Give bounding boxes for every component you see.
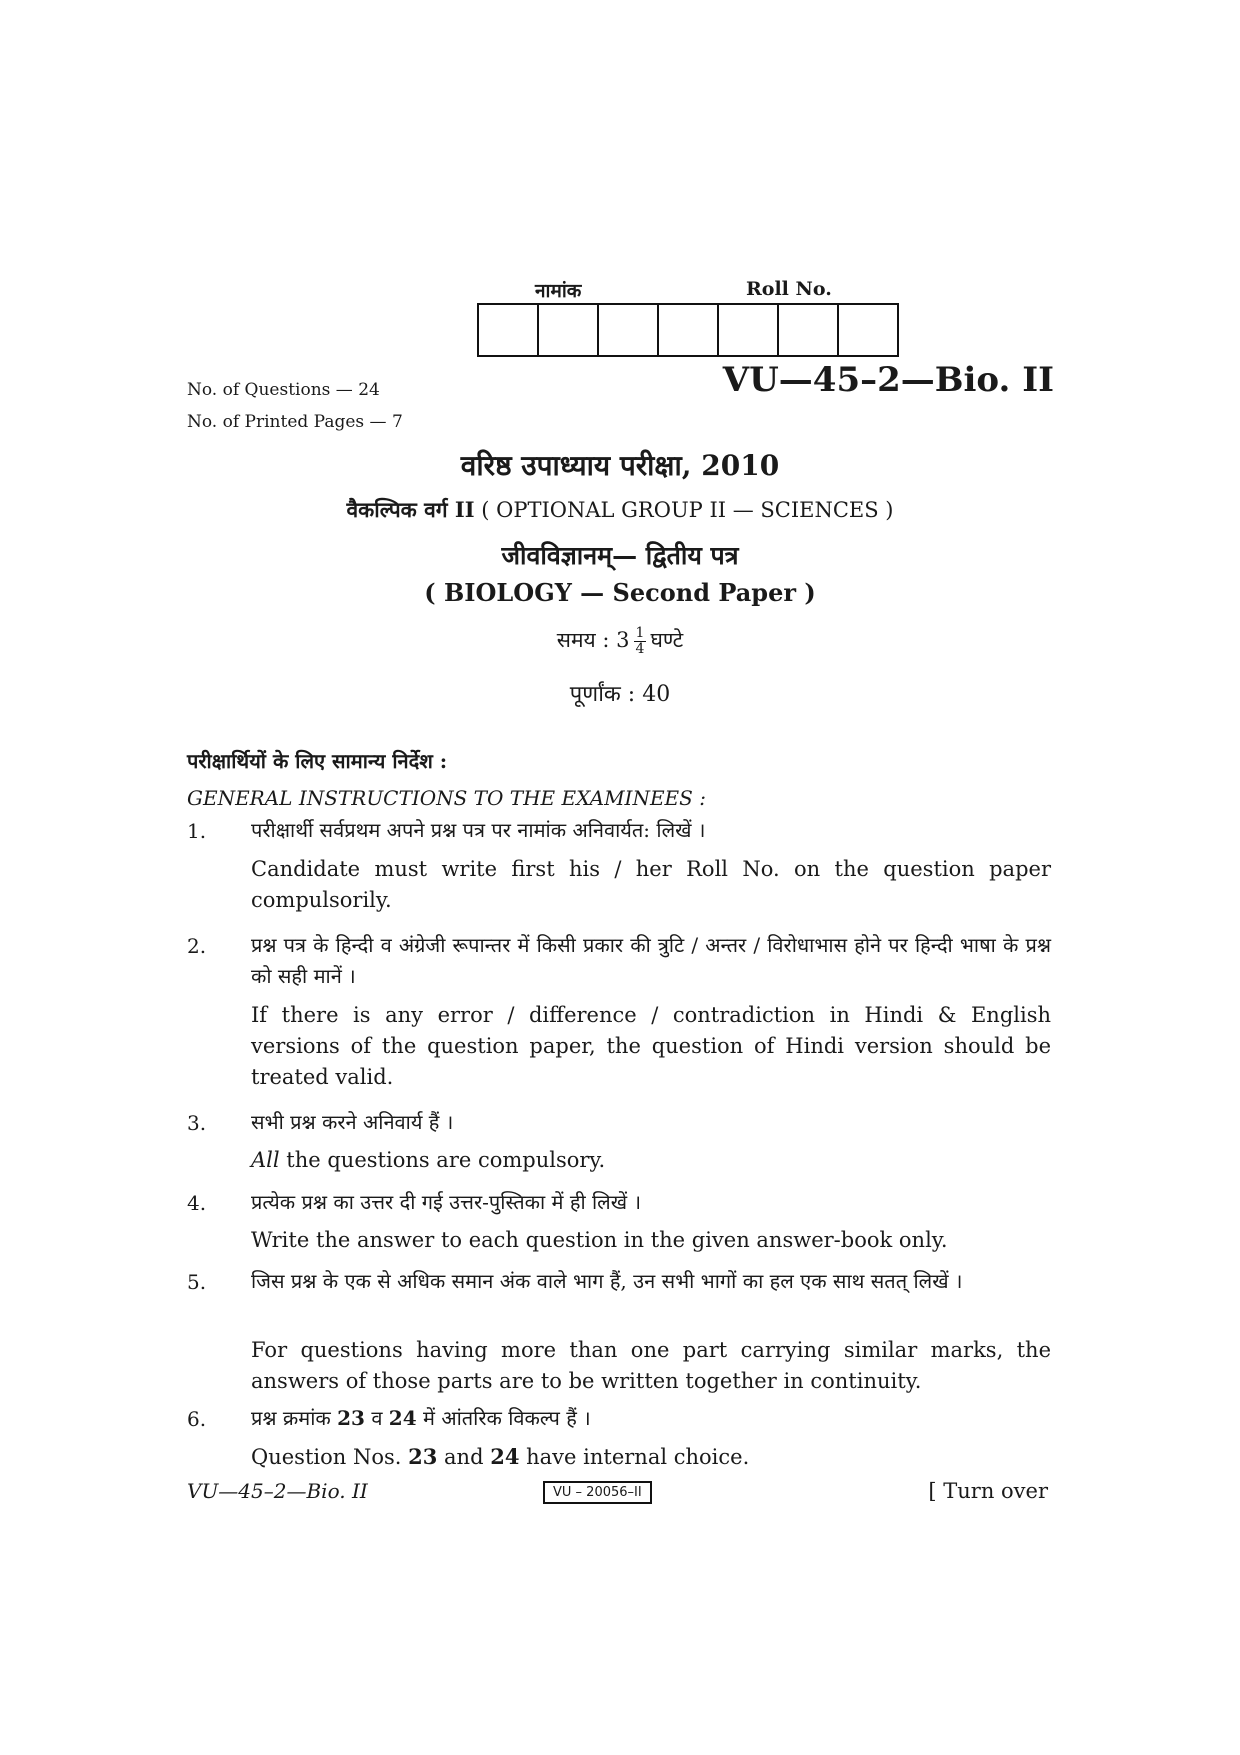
instruction-english [251,1145,1051,1176]
instruction-hindi-pre: प्रश्न क्रमांक [251,1406,331,1430]
instruction-hindi: प्रत्येक प्रश्न का उत्तर दी गई उत्तर-पुस्तिका में ही लिखें । [251,1190,642,1214]
instruction-number: 3. [187,1111,207,1135]
roll-digit-box[interactable] [599,305,659,355]
instruction-english-mid: and [444,1445,484,1469]
time-unit: घण्टे [650,628,684,652]
instruction-number: 5. [187,1270,207,1294]
instruction-english-post: have internal choice. [526,1445,750,1469]
roll-digit-box[interactable] [539,305,599,355]
instruction-english: For questions having more than one part carrying similar marks, the answers of those parts are to be written together in continuity. [251,1338,1051,1393]
time-fraction-den: 4 [635,641,645,657]
instruction-number: 6. [187,1407,207,1431]
instruction-number: 4. [187,1191,207,1215]
instruction-hindi: परीक्षार्थी सर्वप्रथम अपने प्रश्न पत्र पर नामांक अनिवार्यत: लिखें । [251,818,706,842]
question-ref-24: 24 [388,1406,417,1430]
group-line [0,496,1240,524]
exam-title: वरिष्ठ उपाध्याय परीक्षा, 2010 [460,449,780,482]
instruction-english: Candidate must write first his / her Roll No. on the question paper compulsorily. [251,857,1051,912]
instruction-english [251,1441,1051,1473]
instruction-english: If there is any error / difference / contradiction in Hindi & English versions of the question paper, the question of Hindi version should be treated valid. [251,1003,1051,1089]
instruction-number: 2. [187,934,207,958]
footer-paper-code: VU—45–2—Bio. II [187,1479,368,1503]
roll-digit-box[interactable] [839,305,897,355]
max-marks: पूर्णांक : 40 [569,682,671,707]
instructions-heading-english: GENERAL INSTRUCTIONS TO THE EXAMINEES : [187,786,706,810]
subject-english: ( BIOLOGY — Second Paper ) [424,578,816,607]
time-fraction-num: 1 [635,625,645,641]
instruction-hindi: सभी प्रश्न करने अनिवार्य हैं । [251,1110,454,1134]
roll-label-hindi: नामांक [535,280,582,302]
group-hindi: वैकल्पिक वर्ग II [346,497,475,522]
num-printed-pages: No. of Printed Pages — 7 [187,412,403,432]
instruction-english-pre: Question Nos. [251,1445,402,1469]
time-line [0,626,1240,657]
roll-digit-box[interactable] [659,305,719,355]
num-questions: No. of Questions — 24 [187,380,380,400]
roll-digit-box[interactable] [719,305,779,355]
roll-number-grid [477,303,899,357]
time-label: समय : 3 [556,628,630,652]
instruction-hindi: प्रश्न पत्र के हिन्दी व अंग्रेजी रूपान्तर में किसी प्रकार की त्रुटि / अन्तर / विरोधाभास होने पर हिन्दी भाषा के प्रश्न को सही मानें । [251,933,1051,988]
instructions-heading-hindi: परीक्षार्थियों के लिए सामान्य निर्देश : [187,749,448,773]
instruction-number: 1. [187,819,207,843]
instruction-hindi: जिस प्रश्न के एक से अधिक समान अंक वाले भाग हैं, उन सभी भागों का हल एक साथ सतत् लिखें । [251,1269,963,1293]
group-english: ( OPTIONAL GROUP II — SCIENCES ) [481,498,894,522]
roll-digit-box[interactable] [479,305,539,355]
instruction-english: Write the answer to each question in the given answer-book only. [251,1228,948,1252]
instruction-hindi-post: में आंतरिक विकल्प हैं । [423,1406,591,1430]
instruction-english-emphasis: All [251,1148,280,1172]
roll-digit-box[interactable] [779,305,839,355]
turn-over: [ Turn over [928,1479,1048,1503]
question-ref-23: 23 [337,1406,365,1430]
question-ref-24: 24 [490,1444,520,1469]
time-fraction [634,626,647,657]
instruction-english-rest: the questions are compulsory. [286,1148,606,1172]
instruction-hindi-mid: व [371,1406,383,1430]
footer-serial-box: VU – 20056–II [543,1481,652,1504]
subject-hindi: जीवविज्ञानम्— द्वितीय पत्र [501,541,739,570]
roll-label-english: Roll No. [746,278,832,300]
paper-code: VU—45–2—Bio. II [722,360,1054,400]
question-ref-23: 23 [408,1444,438,1469]
instruction-hindi [251,1403,1051,1434]
